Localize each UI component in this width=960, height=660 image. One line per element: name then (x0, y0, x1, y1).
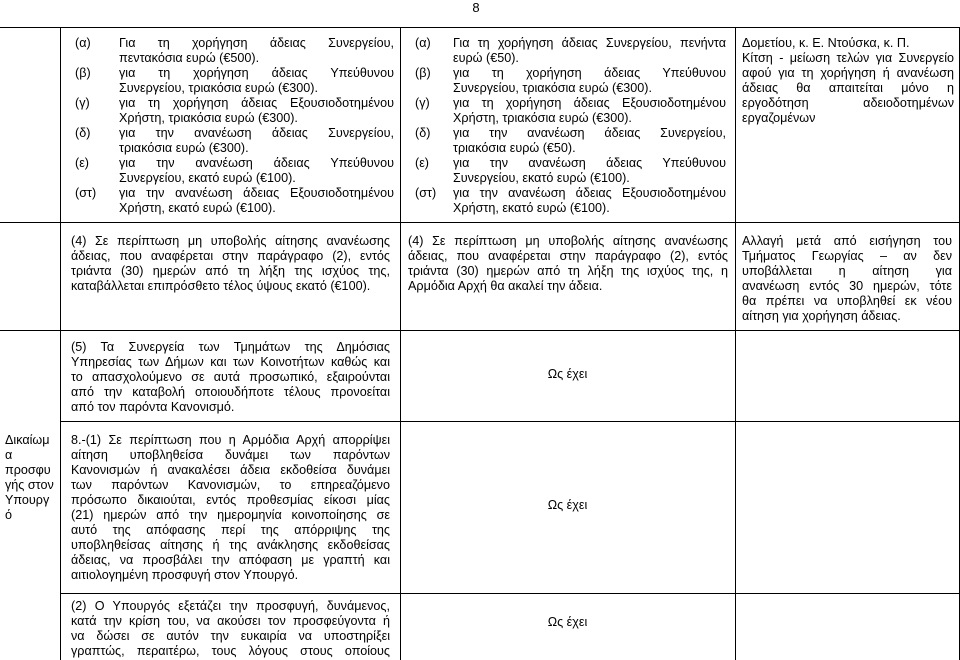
paragraph-line: κατά την κρίση του, να ακούσει τον προσφεύγοντα ή (71, 614, 390, 628)
comment-line: Αλλαγή μετά από εισήγηση του (742, 234, 952, 248)
side-heading-line: γής στον (5, 478, 54, 492)
list-item-text: ευρώ (€50). (453, 51, 519, 65)
regulation-8-1-original (71, 433, 390, 583)
list-item (415, 126, 726, 156)
list-item-text: Χρήστη, εκατό ευρώ (€100). (119, 201, 276, 215)
list-item-label: (α) (75, 36, 91, 50)
as-is-note: Ως έχει (547, 367, 588, 381)
row-divider (0, 330, 960, 331)
comment-line: άδειας θα απαιτείται μόνο η (742, 81, 954, 95)
comment-line: αφού για τη χορήγηση ή ανανέωση (742, 66, 954, 80)
paragraph-line: άδειας, που αναφέρεται στην παράγραφο (2), εντός (71, 249, 390, 263)
list-item-label: (β) (415, 66, 431, 80)
list-item-label: (στ) (75, 186, 97, 200)
paragraph-line: αιτιολογημένη προσφυγή στον Υπουργό. (71, 568, 299, 582)
list-item (415, 96, 726, 126)
list-item-text: για την ανανέωση άδειας Συνεργείου, (453, 126, 726, 140)
row-divider (0, 222, 960, 223)
comment-line: θα πρέπει να υποβληθεί εκ νέου (742, 294, 952, 308)
comment-line: ανανέωση εντός 30 ημερών, τότε (742, 279, 952, 293)
list-item-text: τριακόσια ευρώ (€50). (453, 141, 576, 155)
list-item-label: (ε) (75, 156, 90, 170)
comment-line: εργοδότηση αδειοδοτημένων (742, 96, 954, 110)
comment-line: αίτηση για χορήγηση άδειας. (742, 309, 901, 323)
list-item-label: (ε) (415, 156, 430, 170)
comment-renewal-change (742, 234, 952, 324)
paragraph-line: άδειας, να προσβάλει την απόφαση με γραπτή και (71, 553, 390, 567)
list-item (75, 186, 394, 216)
side-heading-line: Δικαίωμ (5, 433, 50, 447)
column-divider (735, 27, 736, 660)
list-item-text: Για τη χορήγηση άδειας Συνεργείου, (119, 36, 394, 50)
paragraph-5-original (71, 340, 390, 415)
side-heading-line: Υπουργ (5, 493, 50, 507)
comment-line: Κίτση - μείωση τελών για Συνεργείο (742, 51, 954, 65)
paragraph-4-original (71, 234, 390, 294)
list-item-text: για τη χορήγηση άδειας Υπεύθυνου (119, 66, 394, 80)
as-is-note: Ως έχει (547, 615, 588, 629)
paragraph-line: αυτό της απόφασης περί της απόρριψης της (71, 523, 390, 537)
list-item-label: (γ) (75, 96, 90, 110)
list-item-text: για την ανανέωση άδειας Εξουσιοδοτημένου (119, 186, 394, 200)
side-heading-line: προσφυ (5, 463, 51, 477)
paragraph-line: (5) Τα Συνεργεία των Τμημάτων της Δημόσιας (71, 340, 390, 354)
list-item-text: τριακόσια ευρώ (€300). (119, 141, 249, 155)
row-divider (60, 421, 960, 422)
column-divider (60, 27, 61, 660)
list-item-label: (β) (75, 66, 91, 80)
comment-line: εργαζομένων (742, 111, 816, 125)
list-item-text: για τη χορήγηση άδειας Εξουσιοδοτημένου (453, 96, 726, 110)
column-divider (400, 27, 401, 660)
list-item-label: (στ) (415, 186, 437, 200)
list-item-text: για την ανανέωση άδειας Συνεργείου, (119, 126, 394, 140)
paragraph-line: Αρμόδια Αρχή θα ακαλεί την άδεια. (408, 279, 603, 293)
comment-fee-reduction (742, 36, 954, 126)
page-number: 8 (472, 0, 480, 15)
list-item-text: Συνεργείου, τριακόσια ευρώ (€300). (453, 81, 652, 95)
row-divider (60, 593, 960, 594)
list-item (75, 96, 394, 126)
list-item-label: (δ) (415, 126, 431, 140)
paragraph-line: γραπτώς, περαιτέρω, τους λόγους στους οποίους (71, 644, 390, 658)
list-item (415, 36, 726, 66)
list-item-text: πεντακόσια ευρώ (€500). (119, 51, 260, 65)
paragraph-line: πρόσωπο δικαιούται, εντός προθεσμίας είκοσι μίας (71, 493, 390, 507)
list-item-label: (γ) (415, 96, 430, 110)
paragraph-line: το απασχολούμενο σε αυτά προσωπικό, εξαιρούνται (71, 370, 390, 384)
paragraph-line: από τον παρόντα Κανονισμό. (71, 400, 235, 414)
list-item-text: για την ανανέωση άδειας Εξουσιοδοτημένου (453, 186, 726, 200)
paragraph-line: αίτηση υποβληθείσα δυνάμει των παρόντων (71, 448, 390, 462)
comment-line: Τμήματος Γεωργίας – αν δεν (742, 249, 952, 263)
list-item-text: για την ανανέωση άδειας Υπεύθυνου (119, 156, 394, 170)
list-item (75, 126, 394, 156)
list-item (75, 36, 394, 66)
list-item-text: Χρήστη, τριακόσια ευρώ (€300). (119, 111, 298, 125)
list-item-text: για τη χορήγηση άδειας Εξουσιοδοτημένου (119, 96, 394, 110)
paragraph-line: καταβάλλεται επιπρόσθετο τέλος ύψους εκατό (€100). (71, 279, 371, 293)
paragraph-line: άδειας, που αναφέρεται στην παράγραφο (2), εντός (408, 249, 728, 263)
paragraph-line: Κανονισμών ή ανακαλέσει άδεια εκδοθείσα δυνάμει (71, 463, 390, 477)
side-heading-appeal (5, 433, 57, 523)
list-item (415, 186, 726, 216)
side-heading-line: α (5, 448, 13, 462)
list-item (75, 66, 394, 96)
paragraph-line: να δώσει σε αυτόν την ευκαιρία να υποστηρίξει (71, 629, 390, 643)
paragraph-4-proposed (408, 234, 728, 294)
list-item-label: (α) (415, 36, 431, 50)
list-item-text: Συνεργείου, εκατό ευρώ (€100). (119, 171, 296, 185)
list-item-text: Χρήστη, τριακόσια ευρώ (€300). (453, 111, 632, 125)
paragraph-line: (4) Σε περίπτωση μη υποβολής αίτησης ανανέωσης (71, 234, 390, 248)
list-item-label: (δ) (75, 126, 91, 140)
as-is-note: Ως έχει (547, 498, 588, 512)
paragraph-line: Υπηρεσίας των Δήμων και των Κοινοτήτων καθώς και (71, 355, 390, 369)
side-heading-line: ό (5, 508, 13, 522)
paragraph-line: τριάντα (30) ημερών από τη λήξη της ισχύος της, η (408, 264, 728, 278)
list-item (415, 156, 726, 186)
paragraph-line: τριάντα (30) ημερών από τη λήξη της ισχύος της, (71, 264, 390, 278)
paragraph-line: (4) Σε περίπτωση μη υποβολής αίτησης ανανέωσης (408, 234, 728, 248)
list-item (415, 66, 726, 96)
table-border-top (0, 27, 960, 28)
list-item-text: Για τη χορήγηση άδειας Συνεργείου, πενήντα (453, 36, 726, 50)
paragraph-line: των παρόντων Κανονισμών, το επηρεαζόμενο (71, 478, 390, 492)
paragraph-line: από την καταβολή οποιουδήποτε τέλους προνοείται (71, 385, 390, 399)
list-item-text: Χρήστη, εκατό ευρώ (€100). (453, 201, 610, 215)
list-item-text: Συνεργείου, τριακόσια ευρώ (€300). (119, 81, 318, 95)
list-item-text: για τη χορήγηση άδειας Υπεύθυνου (453, 66, 726, 80)
paragraph-line: 8.-(1) Σε περίπτωση που η Αρμόδια Αρχή απορρίψει (71, 433, 390, 447)
paragraph-line: (21) ημερών από την ημερομηνία κοινοποίησης σε (71, 508, 390, 522)
comment-line: Δομετίου, κ. Ε. Ντούσκα, κ. Π. (742, 36, 910, 50)
paragraph-line: (2) Ο Υπουργός εξετάζει την προσφυγή, δυνάμενος, (71, 599, 390, 613)
list-item-text: για την ανανέωση άδειας Υπεύθυνου (453, 156, 726, 170)
comment-line: υποβάλλεται η αίτηση για (742, 264, 952, 278)
regulation-8-2-original (71, 599, 390, 659)
list-item (75, 156, 394, 186)
paragraph-line: υποβληθείσας αίτησης ή της ανάκλησης εκδοθείσας (71, 538, 390, 552)
list-item-text: Συνεργείου, εκατό ευρώ (€100). (453, 171, 630, 185)
